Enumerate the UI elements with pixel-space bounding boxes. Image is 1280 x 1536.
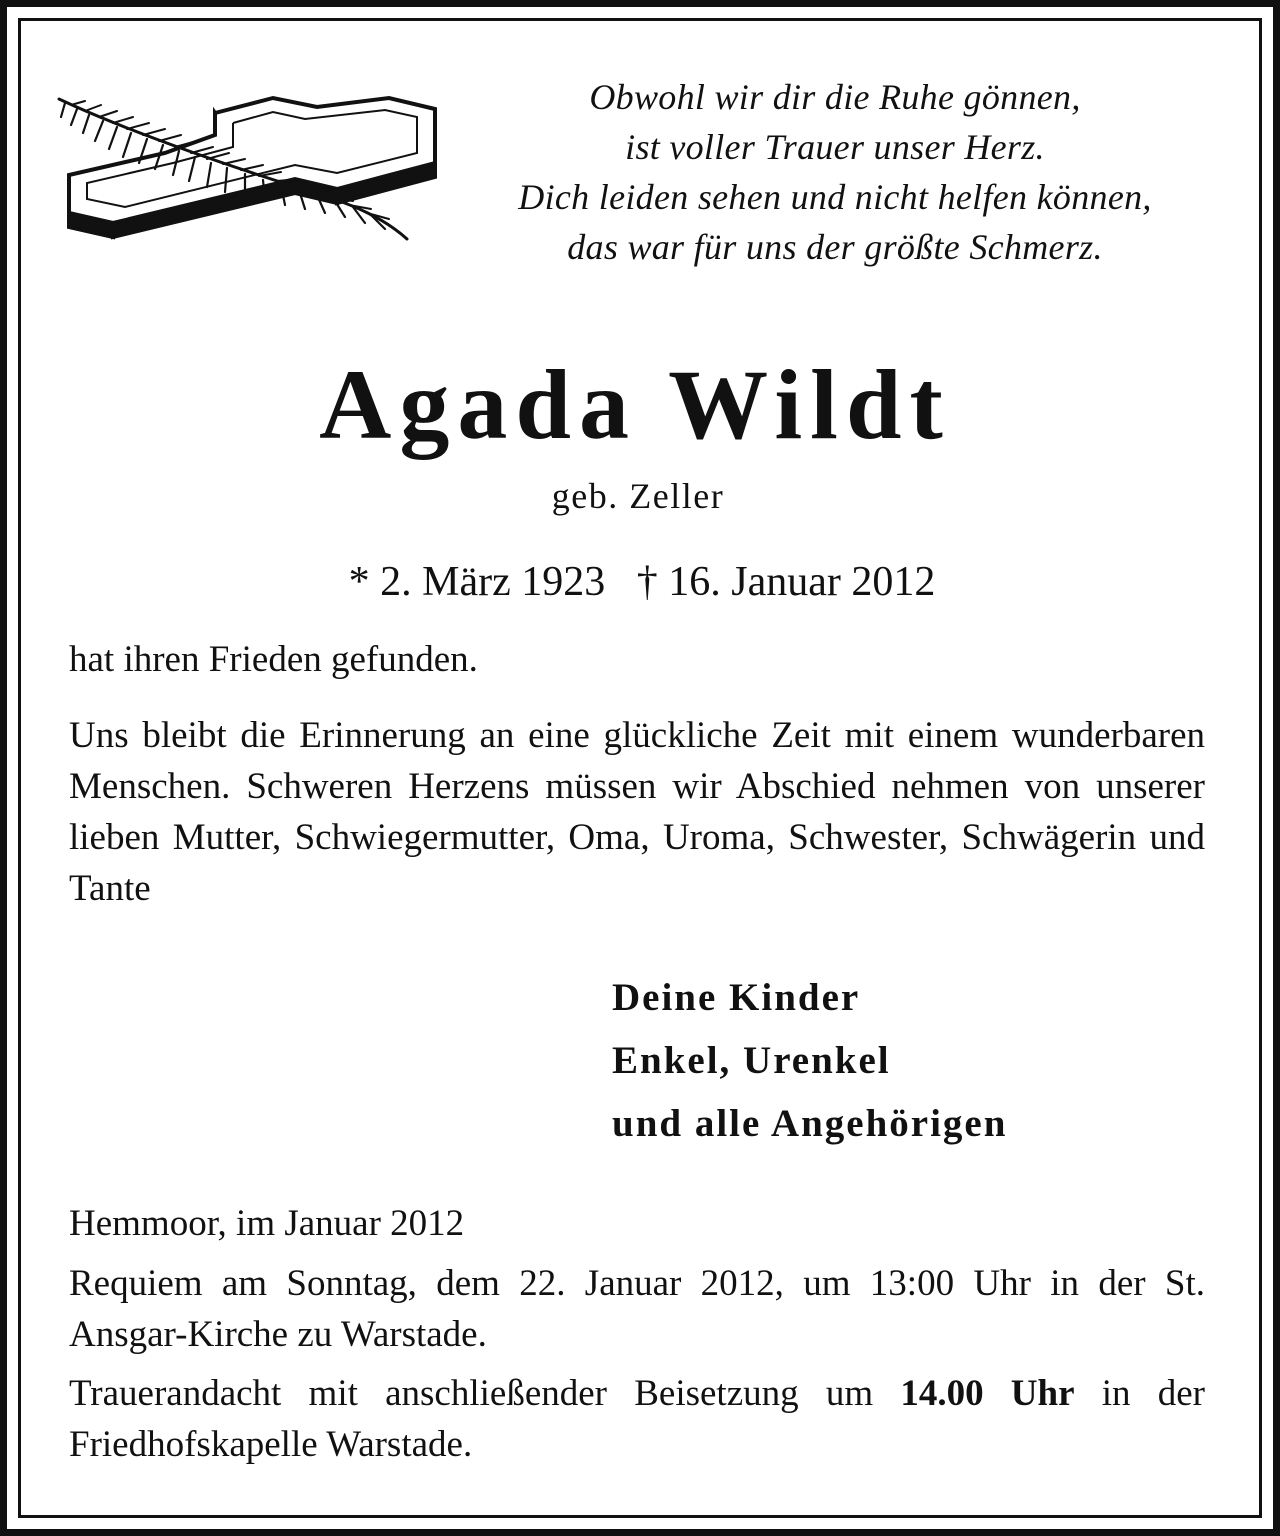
poem-line-2: ist voller Trauer unser Herz. bbox=[625, 127, 1045, 167]
funeral-paragraph bbox=[69, 1368, 1205, 1470]
poem-line-1: Obwohl wir dir die Ruhe gönnen, bbox=[589, 77, 1081, 117]
cross-with-palm-frond-icon bbox=[55, 95, 440, 245]
memory-paragraph: Uns bleibt die Erinnerung an eine glückliche Zeit mit einem wunderbaren Menschen. Schweren Herzens müssen wir Abschied nehmen von unserer lieben Mutter, Schwiegermutter, Oma, Uroma, Schwester, Schwägerin und Tante bbox=[69, 715, 1205, 909]
maiden-name: geb. Zeller bbox=[551, 476, 725, 516]
signer-line-3: und alle Angehörigen bbox=[612, 1102, 1008, 1145]
signers bbox=[612, 966, 1232, 1155]
death-date: † 16. Januar 2012 bbox=[636, 559, 936, 605]
poem-line-4: das war für uns der größte Schmerz. bbox=[567, 227, 1103, 267]
signer-line-1: Deine Kinder bbox=[612, 976, 861, 1019]
birth-date: * 2. März 1923 bbox=[348, 559, 606, 605]
deceased-name: Agada Wildt bbox=[319, 349, 951, 460]
life-dates bbox=[0, 556, 1280, 608]
funeral-time: 14.00 Uhr bbox=[900, 1373, 1075, 1414]
peace-line: hat ihren Frieden gefunden. bbox=[69, 639, 478, 680]
poem bbox=[440, 72, 1230, 272]
requiem-paragraph: Requiem am Sonntag, dem 22. Januar 2012, um 13:00 Uhr in der St. Ansgar-Kirche zu Warstade. bbox=[69, 1263, 1205, 1355]
signer-line-2: Enkel, Urenkel bbox=[612, 1039, 891, 1082]
poem-line-3: Dich leiden sehen und nicht helfen können, bbox=[518, 177, 1152, 217]
place-date: Hemmoor, im Januar 2012 bbox=[69, 1203, 465, 1244]
funeral-text-before: Trauerandacht mit anschließender Beisetzung um bbox=[69, 1373, 901, 1414]
funeral-text-after: in der Friedhofskapelle Warstade. bbox=[69, 1373, 1205, 1465]
